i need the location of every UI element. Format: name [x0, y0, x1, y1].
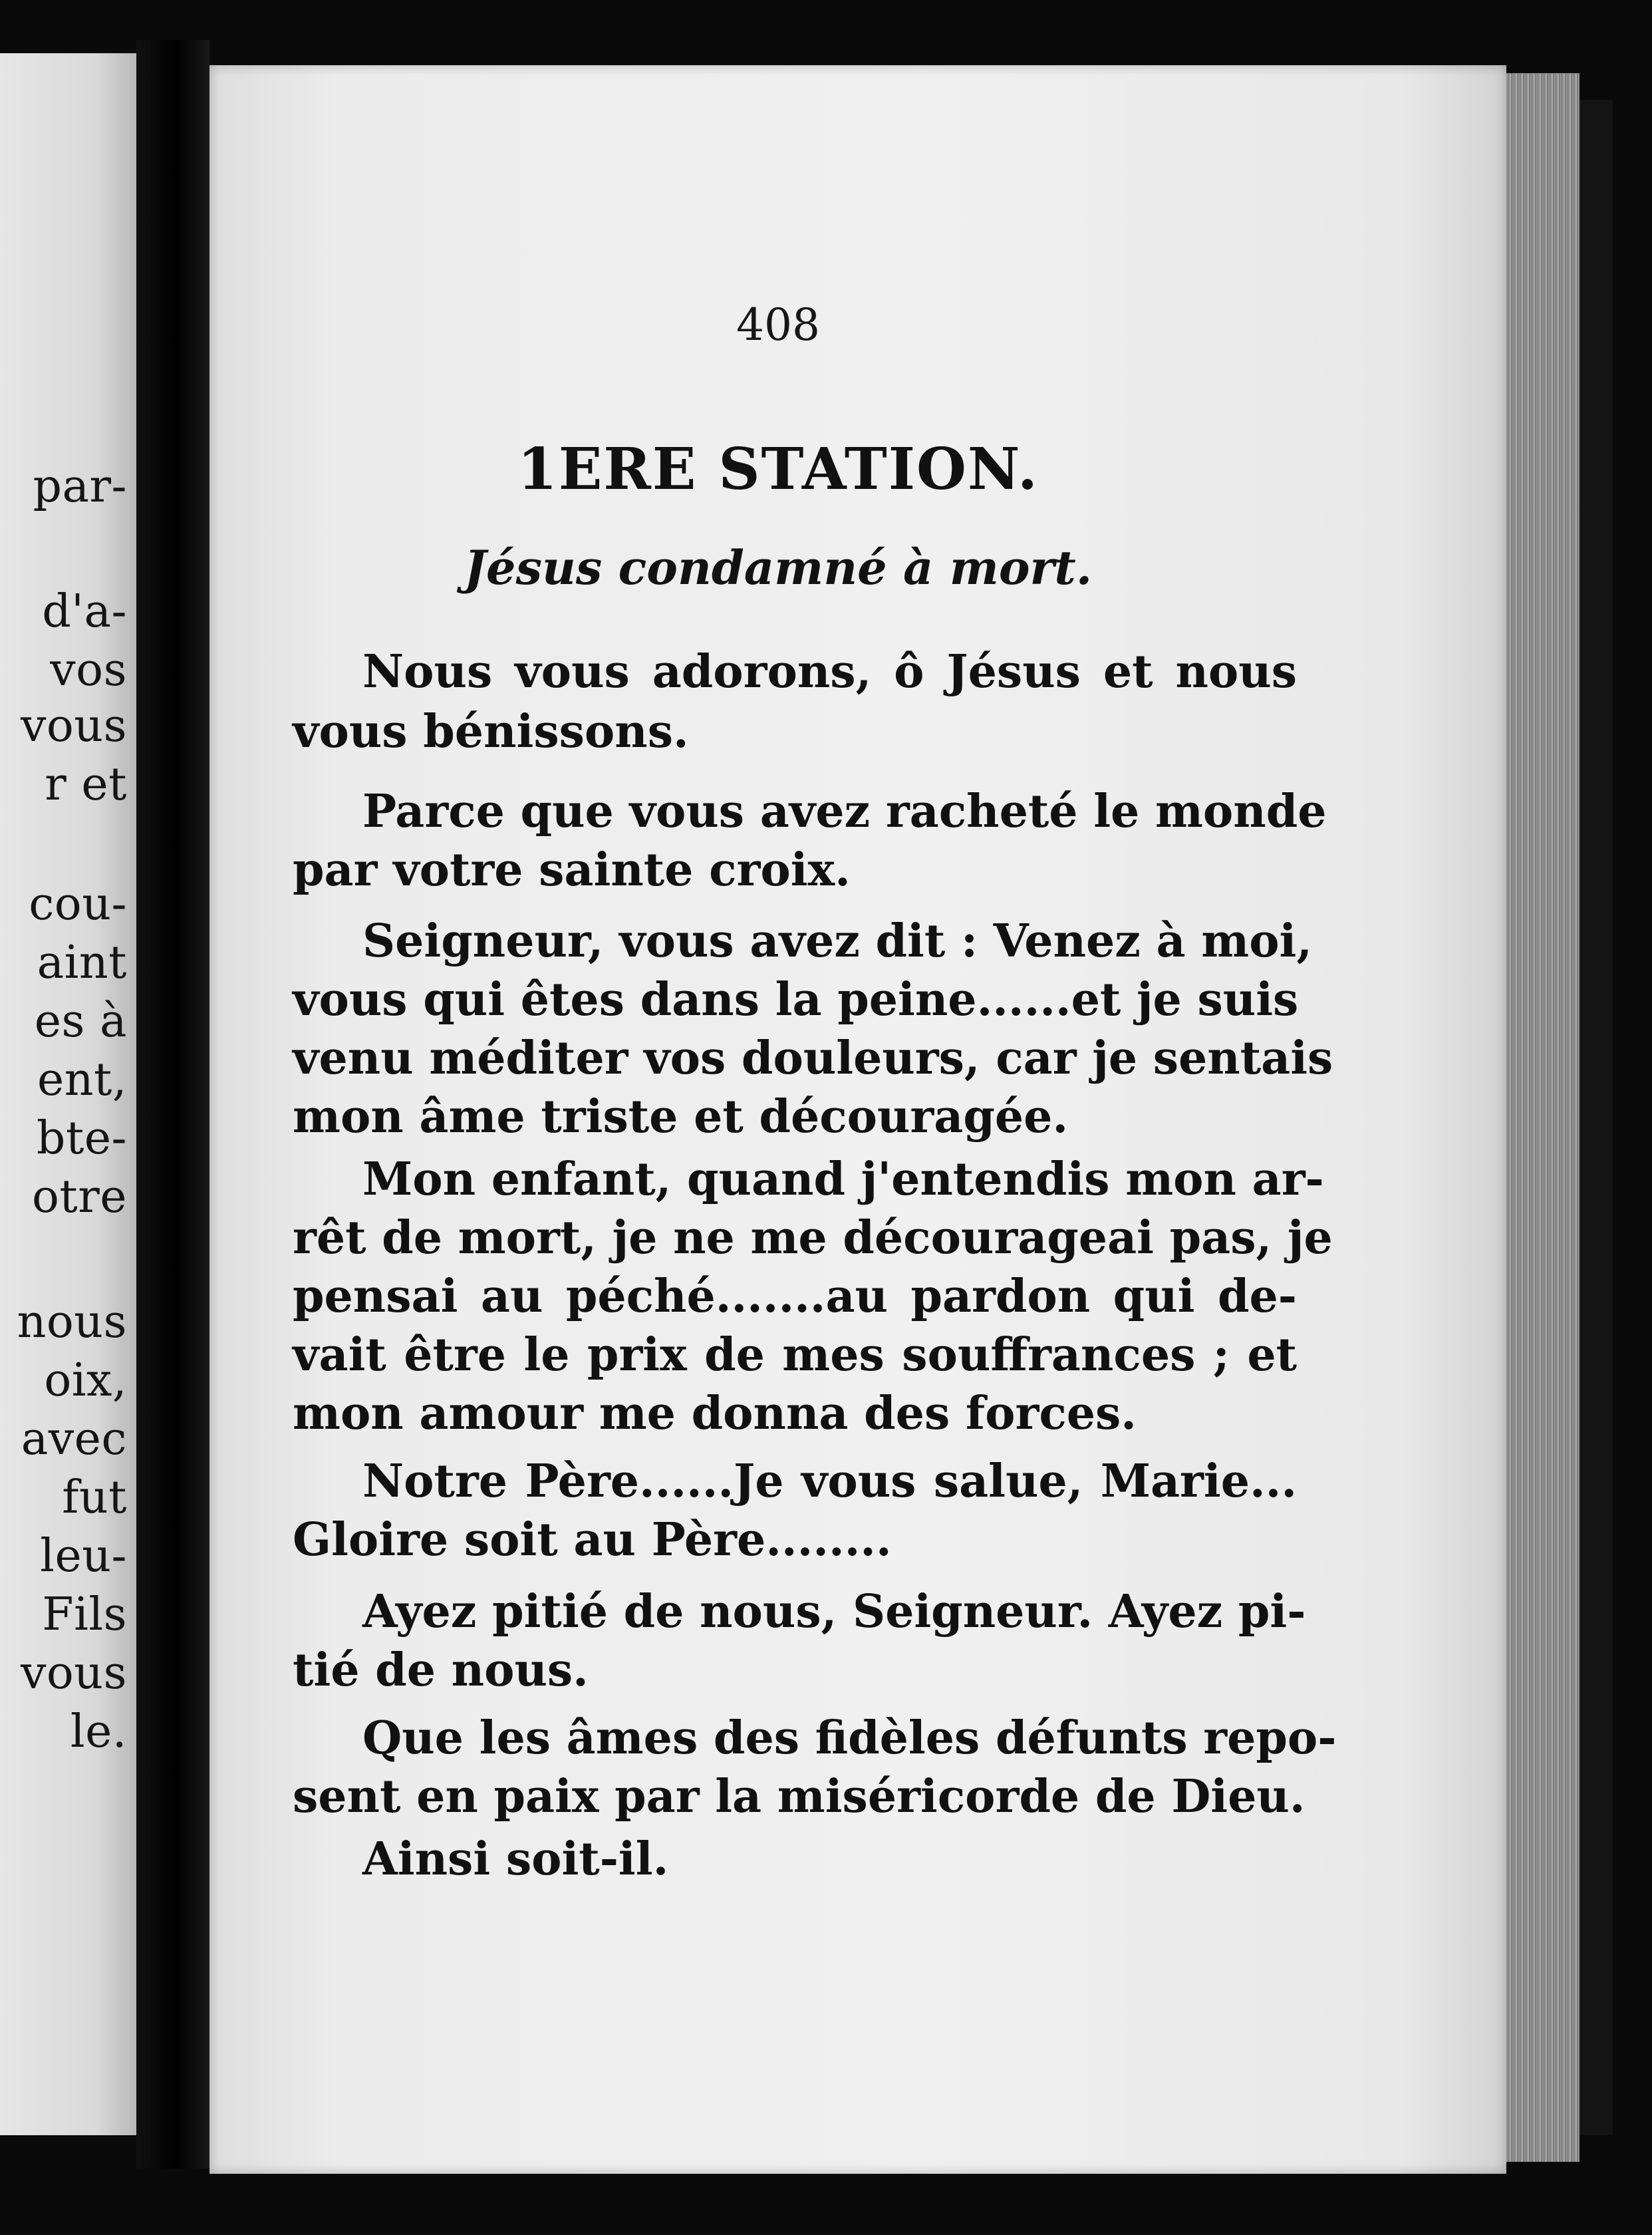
- body-line: vait être le prix de mes souffrances ; et: [293, 1328, 1297, 1382]
- station-heading: 1ERE STATION.: [517, 436, 1039, 503]
- body-line: vous bénissons.: [293, 705, 689, 758]
- left-page-line: ent,: [37, 1054, 127, 1106]
- body-line: Gloire soit au Père........: [293, 1513, 892, 1566]
- left-page-line: par-: [33, 460, 127, 513]
- body-line: sent en paix par la miséricorde de Dieu.: [293, 1770, 1306, 1823]
- book-gutter: [136, 40, 209, 2168]
- left-page-line: aint: [37, 937, 127, 989]
- book-cover-edge: [1580, 100, 1613, 2135]
- body-line: Nous vous adorons, ô Jésus et nous: [362, 645, 1297, 698]
- station-subtitle: Jésus condamné à mort.: [464, 540, 1093, 595]
- left-page-line: oix,: [44, 1354, 127, 1407]
- left-page-line: fut: [62, 1471, 127, 1524]
- body-line: Ainsi soit-il.: [362, 1833, 669, 1886]
- body-line: Mon enfant, quand j'entendis mon ar-: [362, 1153, 1324, 1206]
- left-page-line: r et: [45, 758, 127, 811]
- page-number: 408: [736, 299, 820, 351]
- left-page-line: cou-: [29, 878, 127, 931]
- left-page-line: nous: [17, 1296, 127, 1348]
- previous-page-fragment: [0, 53, 136, 2135]
- body-line: vous qui êtes dans la peine......et je suis: [293, 973, 1299, 1026]
- left-page-line: otre: [31, 1171, 127, 1223]
- body-line: mon âme triste et découragée.: [293, 1090, 1069, 1143]
- left-page-line: leu-: [40, 1530, 127, 1582]
- body-line: Notre Père......Je vous salue, Marie...: [362, 1455, 1297, 1508]
- body-line: Parce que vous avez racheté le monde: [362, 785, 1327, 838]
- left-page-line: es à: [34, 995, 127, 1048]
- left-page-line: bte-: [36, 1112, 127, 1165]
- left-page-line: d'a-: [42, 585, 127, 638]
- body-line: venu méditer vos douleurs, car je sentais: [293, 1032, 1333, 1085]
- body-line: Que les âmes des fidèles défunts repo-: [362, 1712, 1337, 1765]
- body-line: par votre sainte croix.: [293, 843, 851, 897]
- left-page-line: le.: [70, 1706, 127, 1758]
- body-line: pensai au péché.......au pardon qui de-: [293, 1270, 1297, 1323]
- page-edges: [1506, 73, 1580, 2162]
- body-line: mon amour me donna des forces.: [293, 1387, 1137, 1440]
- left-page-line: vous: [20, 700, 127, 752]
- left-page-line: vous: [20, 1647, 127, 1700]
- body-line: rêt de mort, je ne me décourageai pas, je: [293, 1211, 1333, 1265]
- body-line: tié de nous.: [293, 1644, 589, 1697]
- body-line: Seigneur, vous avez dit : Venez à moi,: [362, 915, 1313, 968]
- body-line: Ayez pitié de nous, Seigneur. Ayez pi-: [362, 1585, 1306, 1638]
- left-page-line: Fils: [42, 1588, 127, 1641]
- left-page-line: avec: [21, 1413, 127, 1465]
- left-page-line: vos: [50, 644, 127, 696]
